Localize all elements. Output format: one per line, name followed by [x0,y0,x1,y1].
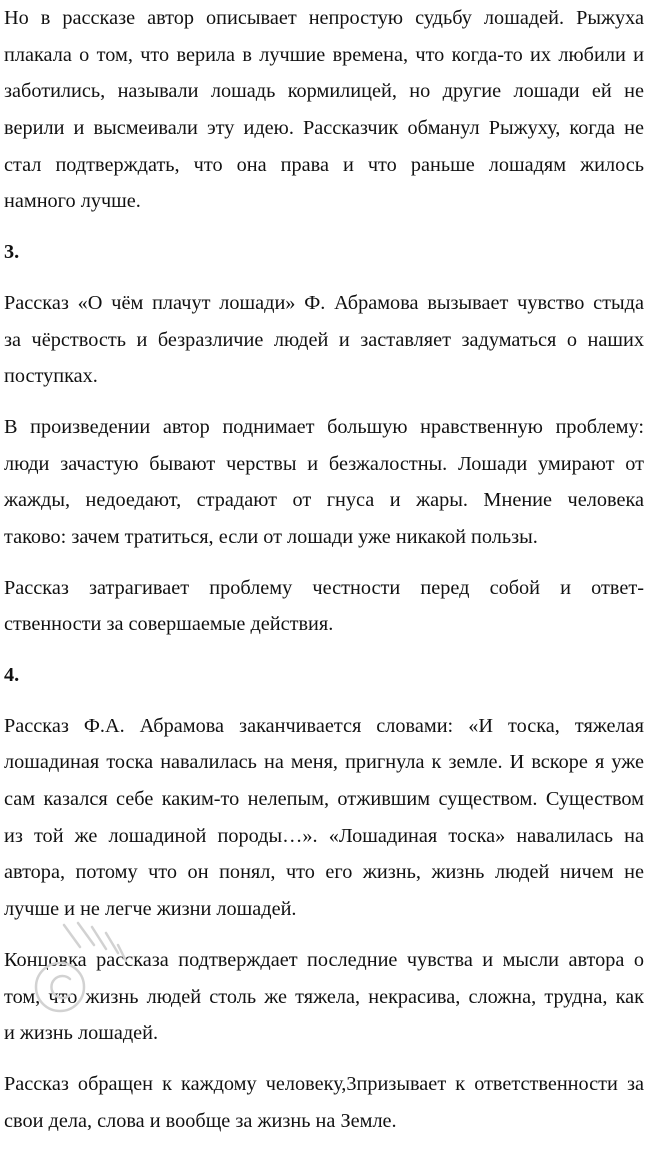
text-line: жажды, недоедают, страдают от гнуса и жары. Мнение человека [4,489,644,512]
paragraph [4,712,644,932]
paragraph [4,574,644,647]
text-line: В произведении автор поднимает большую нравственную проблему: [4,415,644,438]
text-line: за чёрствость и безразличие людей и заставляет задуматься о наших [4,328,644,351]
text-line: Концовка рассказа подтверждает последние чувства и мысли автора о [4,948,644,971]
paragraph [4,289,644,399]
text-line: автора, потому что он понял, что его жизнь, жизнь людей ничем не [4,861,644,884]
paragraph [4,4,644,224]
text-line: таково: зачем тратиться, если от лошади уже никакой пользы. [4,525,538,548]
text-line: лучше и не легче жизни лошадей. [4,898,297,921]
text-line: намного лучше. [4,190,141,213]
section-number: 4. [4,664,20,686]
text-line: Рассказ «О чём плачут лошади» Ф. Абрамова вызывает чувство стыда [4,291,644,314]
text-line: свои дела, слова и вообще за жизнь на Земле. [4,1109,397,1132]
text-line: лошадиная тоска навалилась на меня, пригнула к земле. И вскоре я уже [4,751,644,774]
text-line: сам казался себе каким-то нелепым, отжившим существом. Существом [4,788,644,811]
text-line: ственности за совершаемые действия. [4,613,334,636]
document-body [4,4,644,1157]
text-line: Рассказ обращен к каждому человеку,3призывает к ответственности за [4,1072,644,1095]
text-line: стал подтверждать, что она права и что раньше лошадям жилось [4,153,644,176]
section-number: 3. [4,241,20,264]
text-line: том, что жизнь людей столь же тяжела, некрасива, сложна, трудна, как [4,985,644,1008]
text-line: заботились, называли лошадь кормилицей, но другие лошади ей не [4,80,644,103]
text-line: и жизнь лошадей. [4,1022,159,1045]
text-line: верили и высмеивали эту идею. Рассказчик обманул Рыжуху, когда не [4,117,644,140]
text-line: Рассказ затрагивает проблему честности перед собой и ответ- [4,576,644,599]
text-line: плакала о том, что верила в лучшие времена, что когда-то их любили и [4,43,644,66]
paragraph [4,946,644,1056]
text-line: люди зачастую бывают черствы и безжалостны. Лошади умирают от [4,452,644,475]
text-line: Но в рассказе автор описывает непростую судьбу лошадей. Рыжуха [4,7,644,29]
paragraph [4,413,644,560]
text-line: из той же лошадиной породы…». «Лошадиная тоска» навалилась на [4,824,644,847]
text-line: поступках. [4,365,98,388]
text-line: Рассказ Ф.А. Абрамова заканчивается словами: «И тоска, тяжелая [4,714,644,737]
